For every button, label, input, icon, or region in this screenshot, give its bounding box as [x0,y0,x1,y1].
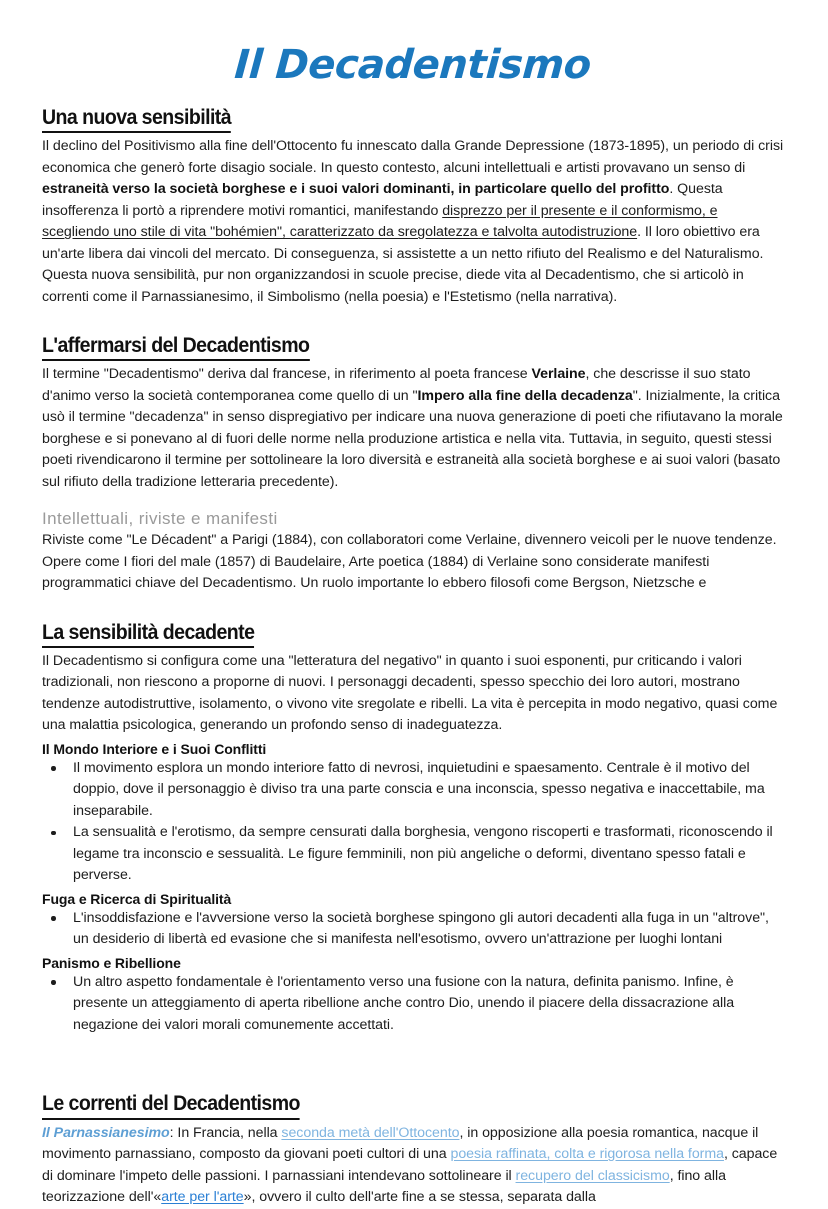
section-3-heading-wrap [42,607,786,651]
subheading-intellettuali-riviste-manifesti: Intellettuali, riviste e manifesti [42,509,278,529]
s2-bold-verlaine: Verlaine [531,366,586,383]
s2-text-a: Il termine "Decadentismo" deriva dal francese, in riferimento al poeta francese [42,366,532,383]
link-recupero-del-classicismo[interactable]: recupero del classicismo [515,1167,670,1184]
page-title: Il Decadentismo [233,42,593,88]
s4-text-a: : In Francia, nella [169,1124,282,1141]
list-item: Il movimento esplora un mondo interiore fatto di nevrosi, inquietudini e spaesamento. Centrale è il motivo del doppio, dove il personaggio è diviso tra una parte conscia e una inconscia, spesso negativa e inaccettabile, ma inseparabile. [42,758,786,823]
subheading-panismo-ribellione: Panismo e Ribellione [42,954,181,971]
section-2-heading-wrap [42,320,786,364]
s1-underline-d: disprezzo per il presente e il conformismo, e scegliendo uno stile di vita "bohémien", caratterizzato da sregolatezza e talvolta autodistruzione [42,202,718,241]
s4-text-e: », ovvero il culto dell'arte fine a se stessa, separata dalla [243,1189,596,1206]
link-seconda-meta-ottocento[interactable]: seconda metà dell'Ottocento [281,1124,460,1141]
s4-text-c: , capace di dominare l'impeto delle passioni. I parnassiani intendevano sottolineare il [42,1146,778,1184]
s2-bold-impero: Impero alla fine della decadenza [417,387,633,404]
s1-bold-b: estraneità verso la società borghese e i suoi valori dominanti, in particolare quello del profitto [42,181,670,198]
subheading-fuga-spiritualita: Fuga e Ricerca di Spiritualità [42,890,232,907]
section-4-paragraph [42,1123,786,1209]
term-il-parnassianesimo: Il Parnassianesimo [42,1124,170,1141]
link-poesia-raffinata[interactable]: poesia raffinata, colta e rigorosa nella forma [450,1146,724,1163]
section-heading-affermarsi-del-decadentismo: L'affermarsi del Decadentismo [42,334,309,361]
section-2-paragraph-2: Riviste come "Le Décadent" a Parigi (1884), con collaboratori come Verlaine, divennero veicoli per le nuove tendenze. Opere come I fiori del male (1857) di Baudelaire, Arte poetica (1884) di Verlaine sono considerate manifesti programmatici chiave del Decadentismo. Un ruolo importante lo ebbero filosofi come Bergson, Nietzsche e [42,532,777,592]
s1-text-e: . Il loro obiettivo era un'arte libera dai vincoli del mercato. Di conseguenza, si assistette a un netto rifiuto del Realismo e del Naturalismo. Questa nuova sensibilità, pur non organizzandosi in scuole precise, diede vita al Decadentismo, che si articolò in correnti come il Parnassianesimo, il Simbolismo (nella poesia) e l'Estetismo (nella narrativa). [42,224,764,305]
section-heading-la-sensibilita-decadente: La sensibilità decadente [42,621,254,648]
section-4-heading-wrap [42,1078,786,1122]
s4-text-b: , in opposizione alla poesia romantica, nacque il movimento parnassiano, composto da giovani poeti cultori di una [42,1124,759,1163]
s2-text-e: ". Inizialmente, la critica usò il termine "decadenza" in senso dispregiativo per indicare una nuova generazione di poeti che rifiutavano la morale borghese e si ponevano al di fuori delle norme nella produzione artistica e nella vita. Tuttavia, in seguito, questi stessi poeti rivendicarono il termine per sottolineare la loro diversità e estraneità alla società borghese e ai suoi valori (basato sul rifiuto della tradizione letteraria precedente). [42,387,783,490]
bullet-list-mondo-interiore [42,758,786,887]
section-3-paragraph: Il Decadentismo si configura come una "letteratura del negativo" in quanto i suoi esponenti, pur criticando i valori tradizionali, non riescono a proporne di nuovi. I personaggi decadenti, spesso specchio dei loro autori, mostrano tendenze autodistruttive, isolamento, o vivono vite sregolate e ribelli. La vita è percepita in modo negativo, quasi come una malattia psicologica, generando un profondo senso di inadeguatezza. [42,652,778,734]
list-item: L'insoddisfazione e l'avversione verso la società borghese spingono gli autori decadenti alla fuga in un "altrove", un desiderio di libertà ed evasione che si manifesta nell'esotismo, ovvero un'attrazione per luoghi lontani [42,908,786,951]
section-1-paragraph [42,136,786,308]
s1-text-c: . Questa insofferenza li portò a riprendere motivi romantici, manifestando [42,181,723,219]
section-heading-una-nuova-sensibilita: Una nuova sensibilità [42,106,231,133]
spacer [42,595,786,607]
subheading-mondo-interiore: Il Mondo Interiore e i Suoi Conflitti [42,740,267,757]
section-2-paragraph-1 [42,364,786,493]
s1-text-a: Il declino del Positivismo alla fine dell'Ottocento fu innescato dalla Grande Depressione (1873-1895), un periodo di crisi economica che generò forte disagio sociale. In questo contesto, alcuni intellettuali e artisti provavano un senso di [42,138,784,176]
s4-text-d: , fino alla teorizzazione dell'« [42,1167,726,1206]
section-1-heading-wrap [42,92,786,136]
bullet-list-panismo-ribellione [42,972,786,1037]
section-heading-le-correnti-del-decadentismo: Le correnti del Decadentismo [42,1092,300,1119]
list-item: La sensualità e l'erotismo, da sempre censurati dalla borghesia, vengono riscoperti e trasformati, riconoscendo il legame tra inconscio e sessualità. Le figure femminili, non più angeliche o deformi, diventano spesso fatali e perverse. [42,822,786,887]
s2-text-c: , che descrisse il suo stato d'animo verso la società contemporanea come quello di un " [42,366,751,404]
link-arte-per-larte[interactable]: arte per l'arte [161,1189,244,1206]
spacer [42,308,786,320]
list-item: Un altro aspetto fondamentale è l'orientamento verso una fusione con la natura, definita panismo. Infine, è presente un atteggiamento di aperta ribellione anche contro Dio, unendo il piacere della dissacrazione alla negazione dei valori morali comunemente accettati. [42,972,786,1037]
spacer [42,1036,786,1078]
bullet-list-fuga-spiritualita [42,908,786,951]
